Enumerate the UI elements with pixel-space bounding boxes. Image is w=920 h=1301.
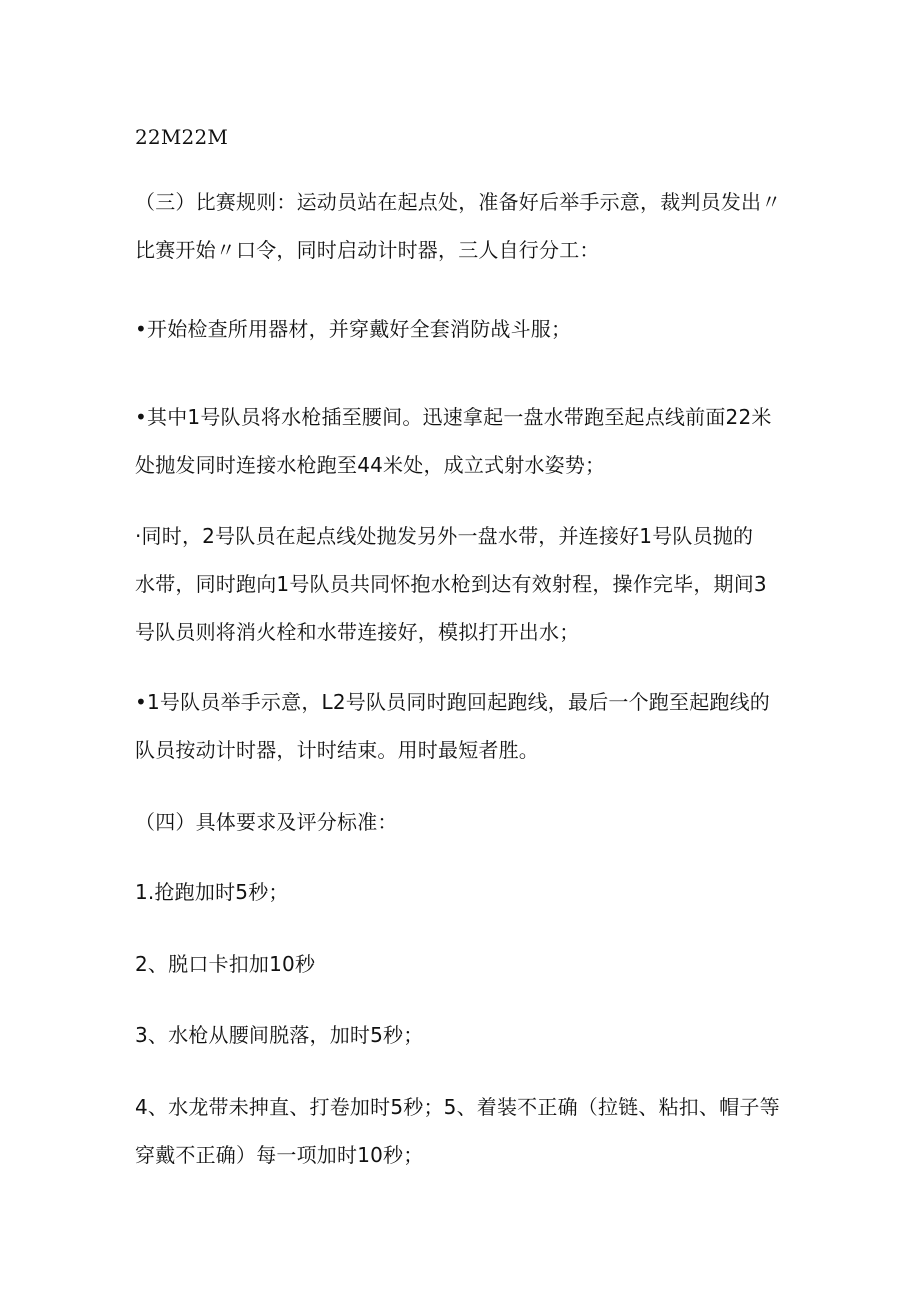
scoring-item-3: 3、水枪从腰间脱落，加时5秒； bbox=[135, 1023, 424, 1047]
scoring-item-4-5: 4、水龙带未抻直、打卷加时5秒；5、着装不正确（拉链、粘扣、帽子等 bbox=[135, 1095, 780, 1119]
bullet-equipment: •开始检查所用器材，并穿戴好全套消防战斗服； bbox=[135, 317, 572, 341]
scoring-item-1: 1.抢跑加时5秒； bbox=[135, 880, 289, 904]
header-code: 22M22M bbox=[135, 125, 229, 149]
bullet-player-1-line: •其中1号队员将水枪插至腰间。迅速拿起一盘水带跑至起点线前面22米 bbox=[135, 405, 772, 429]
scoring-heading: （四）具体要求及评分标准： bbox=[135, 810, 398, 834]
rules-heading-line: （三）比赛规则：运动员站在起点处，准备好后举手示意，裁判员发出〃 bbox=[135, 190, 782, 214]
bullet-finish-line: 队员按动计时器，计时结束。用时最短者胜。 bbox=[135, 738, 539, 762]
rules-line: 比赛开始〃口令，同时启动计时器，三人自行分工： bbox=[135, 238, 600, 262]
bullet-player-1-line: 处抛发同时连接水枪跑至44米处，成立式射水姿势； bbox=[135, 453, 606, 477]
bullet-player-2-line: 号队员则将消火栓和水带连接好，模拟打开出水； bbox=[135, 620, 580, 644]
scoring-item-5-continued: 穿戴不正确）每一项加时10秒； bbox=[135, 1143, 424, 1167]
bullet-player-2-line: 水带，同时跑向1号队员共同怀抱水枪到达有效射程，操作完毕，期间3 bbox=[135, 572, 767, 596]
scoring-item-2: 2、脱口卡扣加10秒 bbox=[135, 952, 316, 976]
bullet-player-2-line: ·同时，2号队员在起点线处抛发另外一盘水带，并连接好1号队员抛的 bbox=[135, 524, 754, 548]
bullet-finish-line: •1号队员举手示意，L2号队员同时跑回起跑线，最后一个跑至起跑线的 bbox=[135, 690, 770, 714]
